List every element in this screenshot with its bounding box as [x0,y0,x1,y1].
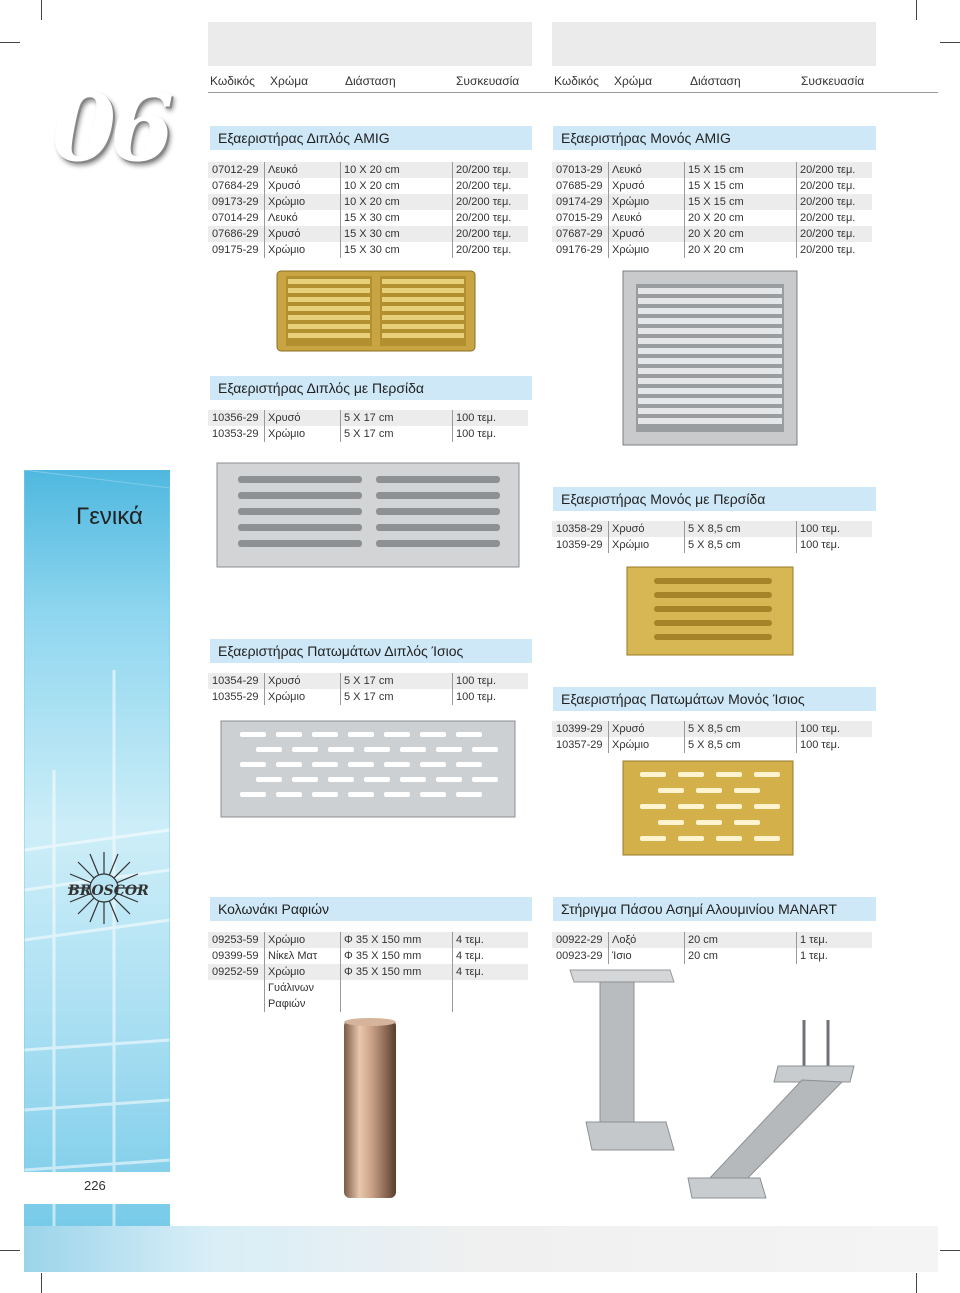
column-divider [684,932,685,964]
column-divider [684,721,685,753]
table-row: 09253-59 Χρώμιο Φ 35 X 150 mm 4 τεμ. [208,932,528,948]
column-divider [340,673,341,705]
column-header-dimension: Διάσταση [345,74,396,88]
table-row: 10354-29 Χρυσό 5 X 17 cm 100 τεμ. [208,673,528,689]
table-row: Γυάλινων [268,982,314,994]
column-header-dimension: Διάσταση [690,74,741,88]
header-box-right [552,22,876,66]
crop-mark [940,1250,960,1251]
table-row: 09173-29 Χρώμιο 10 X 20 cm 20/200 τεμ. [208,194,528,210]
column-divider [684,162,685,258]
table-row: 07013-29 Λευκό 15 X 15 cm 20/200 τεμ. [552,162,872,178]
column-divider [796,721,797,753]
product-table [208,162,528,258]
column-divider [796,162,797,258]
product-image-support-straight [566,966,678,1158]
column-divider [264,410,265,442]
column-divider [452,673,453,705]
product-image-floor-vent-gold [622,760,794,856]
crop-mark [916,0,917,20]
table-row: Ραφιών [268,998,306,1010]
chapter-number: 06 [52,74,169,182]
table-row: 00923-29 Ίσιο 20 cm 1 τεμ. [556,950,828,962]
section-title: Στήριγμα Πάσου Ασημί Αλουμινίου MANART [553,897,876,921]
column-divider [340,932,341,1012]
column-divider [452,410,453,442]
product-image-floor-vent-chrome [220,720,516,818]
crop-mark [0,42,20,43]
section-title: Εξαεριστήρας Πατωμάτων Μονός Ίσιος [553,687,876,711]
side-category-label: Γενικά [76,503,143,530]
column-divider [340,162,341,258]
column-header-code: Κωδικός [554,74,599,88]
column-divider [796,932,797,964]
section-title: Εξαεριστήρας Πατωμάτων Διπλός Ίσιος [210,639,532,663]
table-row: 09175-29 Χρώμιο 15 X 30 cm 20/200 τεμ. [212,244,512,256]
column-header-packaging: Συσκευασία [456,74,520,88]
table-row: 10359-29 Χρώμιο 5 X 8,5 cm 100 τεμ. [556,539,841,551]
column-divider [684,521,685,553]
crop-mark [41,1273,42,1293]
table-row: 07686-29 Χρυσό 15 X 30 cm 20/200 τεμ. [208,226,528,242]
table-row: 10353-29 Χρώμιο 5 X 17 cm 100 τεμ. [212,428,497,440]
column-divider [608,162,609,258]
crop-mark [916,1273,917,1293]
section-title: Κολωνάκι Ραφιών [210,897,532,921]
table-row: 10356-29 Χρυσό 5 X 17 cm 100 τεμ. [208,410,528,426]
section-title: Εξαεριστήρας Μονός AMIG [553,126,876,150]
column-divider [608,521,609,553]
product-table [552,932,872,964]
table-row: 09399-59 Νίκελ Ματ Φ 35 X 150 mm 4 τεμ. [212,950,484,962]
column-divider [452,932,453,1012]
product-table [552,721,872,753]
section-title: Εξαεριστήρας Διπλός με Περσίδα [210,376,532,400]
table-row: 00922-29 Λοξό 20 cm 1 τεμ. [552,932,872,948]
header-divider [208,92,938,93]
column-divider [264,932,265,1012]
table-row: 10399-29 Χρυσό 5 X 8,5 cm 100 τεμ. [552,721,872,737]
product-table [552,521,872,553]
crop-mark [0,1250,20,1251]
column-divider [608,721,609,753]
crop-mark [940,42,960,43]
column-header-code: Κωδικός [210,74,255,88]
column-divider [452,162,453,258]
product-table [208,932,528,1012]
table-row: 10358-29 Χρυσό 5 X 8,5 cm 100 τεμ. [552,521,872,537]
column-divider [796,521,797,553]
table-row: 07014-29 Λευκό 15 X 30 cm 20/200 τεμ. [212,212,512,224]
column-divider [264,673,265,705]
column-header-packaging: Συσκευασία [801,74,865,88]
table-row: 07687-29 Χρυσό 20 X 20 cm 20/200 τεμ. [552,226,872,242]
product-table [208,410,528,442]
column-header-color: Χρώμα [270,74,309,88]
table-row: 10357-29 Χρώμιο 5 X 8,5 cm 100 τεμ. [556,739,841,751]
column-header-color: Χρώμα [614,74,653,88]
table-row: 07684-29 Χρυσό 10 X 20 cm 20/200 τεμ. [212,180,512,192]
table-row: 07685-29 Χρυσό 15 X 15 cm 20/200 τεμ. [556,180,856,192]
product-image-support-angled [682,1020,856,1220]
product-table [552,162,872,258]
table-row: 10355-29 Χρώμιο 5 X 17 cm 100 τεμ. [212,691,497,703]
table-row: 09176-29 Χρώμιο 20 X 20 cm 20/200 τεμ. [556,244,856,256]
table-row: 09174-29 Χρώμιο 15 X 15 cm 20/200 τεμ. [552,194,872,210]
column-divider [340,410,341,442]
column-divider [608,932,609,964]
product-image-shelf-leg [338,1016,402,1202]
section-title: Εξαεριστήρας Μονός με Περσίδα [553,487,876,511]
product-image-single-vent-chrome [622,270,798,446]
section-title: Εξαεριστήρας Διπλός AMIG [210,126,532,150]
column-divider [264,162,265,258]
product-image-double-vent-gold [276,270,476,352]
table-row: 07015-29 Λευκό 20 X 20 cm 20/200 τεμ. [556,212,856,224]
product-table [208,673,528,705]
product-image-single-louver-gold [626,566,794,656]
bottom-photo-strip [24,1226,938,1272]
header-box-left [208,22,532,66]
table-row: 09252-59 Χρώμιο Φ 35 X 150 mm 4 τεμ. [208,964,528,980]
page-number: 226 [84,1178,106,1193]
crop-mark [41,0,42,20]
table-row: 07012-29 Λευκό 10 X 20 cm 20/200 τεμ. [208,162,528,178]
broscor-logo-text: BROSCOR [68,883,149,899]
product-image-double-louver-chrome [216,462,520,568]
